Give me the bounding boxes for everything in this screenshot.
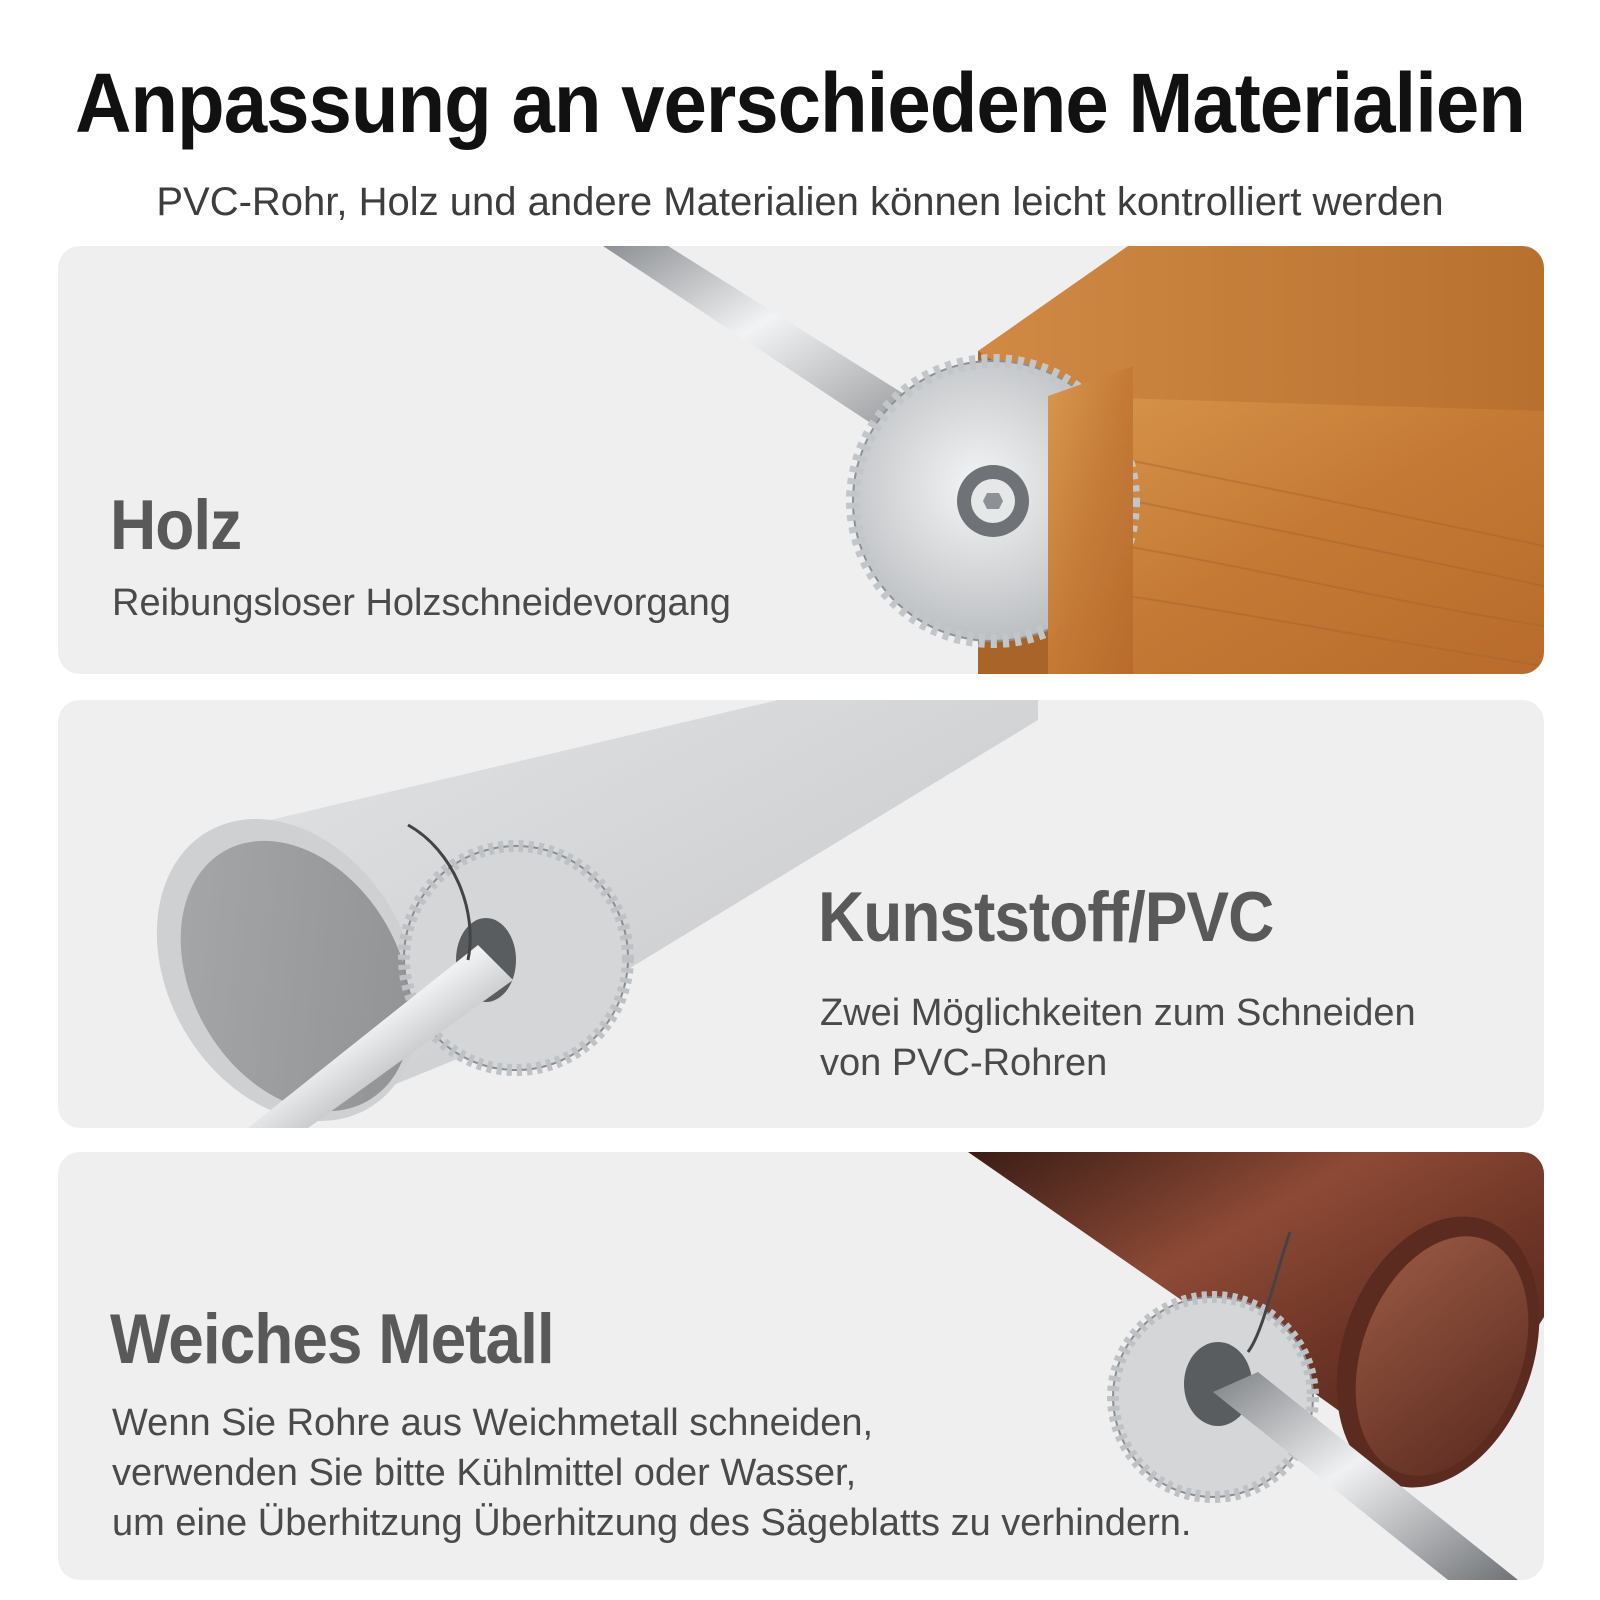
material-description-line: Zwei Möglichkeiten zum Schneiden — [820, 992, 1416, 1034]
material-description-line: Wenn Sie Rohre aus Weichmetall schneiden, — [112, 1402, 874, 1444]
page-title: Anpassung an verschiedene Materialien — [75, 55, 1525, 151]
material-heading: Kunststoff/PVC — [818, 877, 1274, 957]
material-description-line: um eine Überhitzung Überhitzung des Sägeblatts zu verhindern. — [112, 1502, 1192, 1544]
material-heading: Weiches Metall — [110, 1299, 554, 1379]
material-description-line: Reibungsloser Holzschneidevorgang — [112, 582, 731, 624]
material-panel-pvc — [58, 700, 1544, 1128]
saw-blade — [404, 846, 628, 1070]
page-subtitle: PVC-Rohr, Holz und andere Materialien können leicht kontrolliert werden — [156, 180, 1444, 224]
material-heading: Holz — [110, 485, 242, 565]
material-description-line: verwenden Sie bitte Kühlmittel oder Wasser, — [112, 1452, 857, 1494]
material-description-line: von PVC-Rohren — [820, 1042, 1108, 1084]
pvc-cutting-illustration — [58, 700, 1544, 1128]
material-panel-metal — [58, 1152, 1544, 1580]
material-panel-wood — [58, 246, 1544, 674]
